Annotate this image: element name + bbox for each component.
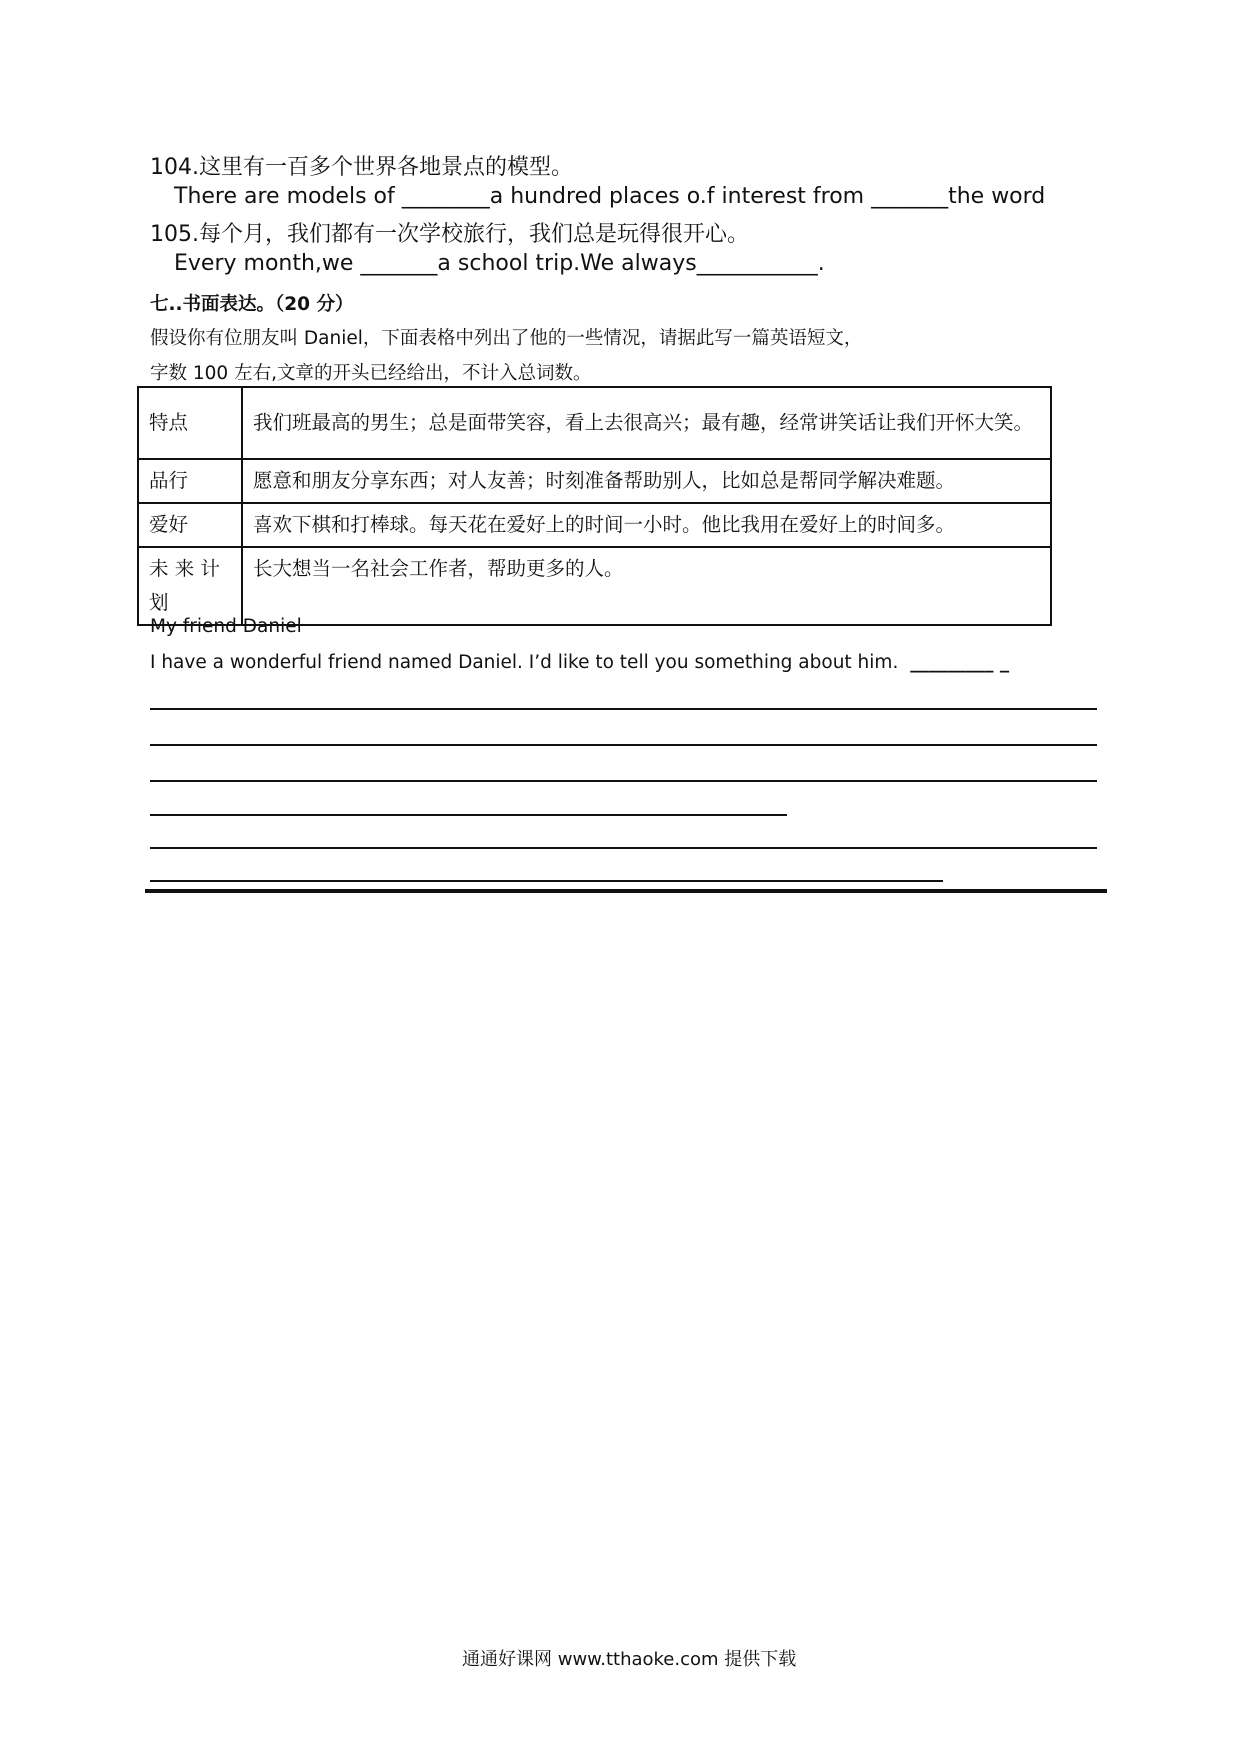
essay-opening-sentence: I have a wonderful friend named Daniel. I’d like to tell you something about him. [150,652,899,673]
writing-line [150,814,787,816]
question-104-chinese: 104.这里有一百多个世界各地景点的模型。 [150,155,573,180]
question-105-english: Every month,we _______a school trip.We always___________. [174,251,825,276]
footer-text: 通通好课网 www.tthaoke.com 提供下载 [462,1649,797,1670]
table-row [138,503,1051,547]
writing-line [150,744,1097,746]
writing-line [150,880,943,882]
question-104-english: There are models of ________a hundred places o.f interest from _______the word [174,184,1046,209]
question-105-chinese: 105.每个月，我们都有一次学校旅行，我们总是玩得很开心。 [150,222,749,247]
row-content: 愿意和朋友分享东西；对人友善；时刻准备帮助别人，比如总是帮同学解决难题。 [242,459,1051,503]
essay-title: My friend Daniel [150,616,302,637]
section-divider [145,889,1107,893]
table-row [138,547,1051,625]
row-content: 我们班最高的男生；总是面带笑容，看上去很高兴；最有趣，经常讲笑话让我们开怀大笑。 [242,387,1051,459]
instruction-line-1: 假设你有位朋友叫 Daniel，下面表格中列出了他的一些情况，请据此写一篇英语短文， [150,328,863,349]
row-label: 爱好 [138,503,242,547]
instruction-line-2: 字数 100 左右,文章的开头已经给出，不计入总词数。 [150,363,592,384]
section-heading: 七..书面表达。（20 分） [150,294,354,315]
row-content: 长大想当一名社会工作者，帮助更多的人。 [242,547,1051,625]
info-table [137,386,1052,626]
row-label: 品行 [138,459,242,503]
essay-start [150,652,1009,673]
row-content: 喜欢下棋和打棒球。每天花在爱好上的时间一小时。他比我用在爱好上的时间多。 [242,503,1051,547]
essay-blank: _________ _ [910,652,1010,673]
writing-line [150,847,1097,849]
writing-line [150,780,1097,782]
table-row [138,387,1051,459]
table-row [138,459,1051,503]
row-label: 特点 [138,387,242,459]
writing-line [150,708,1097,710]
row-label: 未 来 计 划 [138,547,242,625]
